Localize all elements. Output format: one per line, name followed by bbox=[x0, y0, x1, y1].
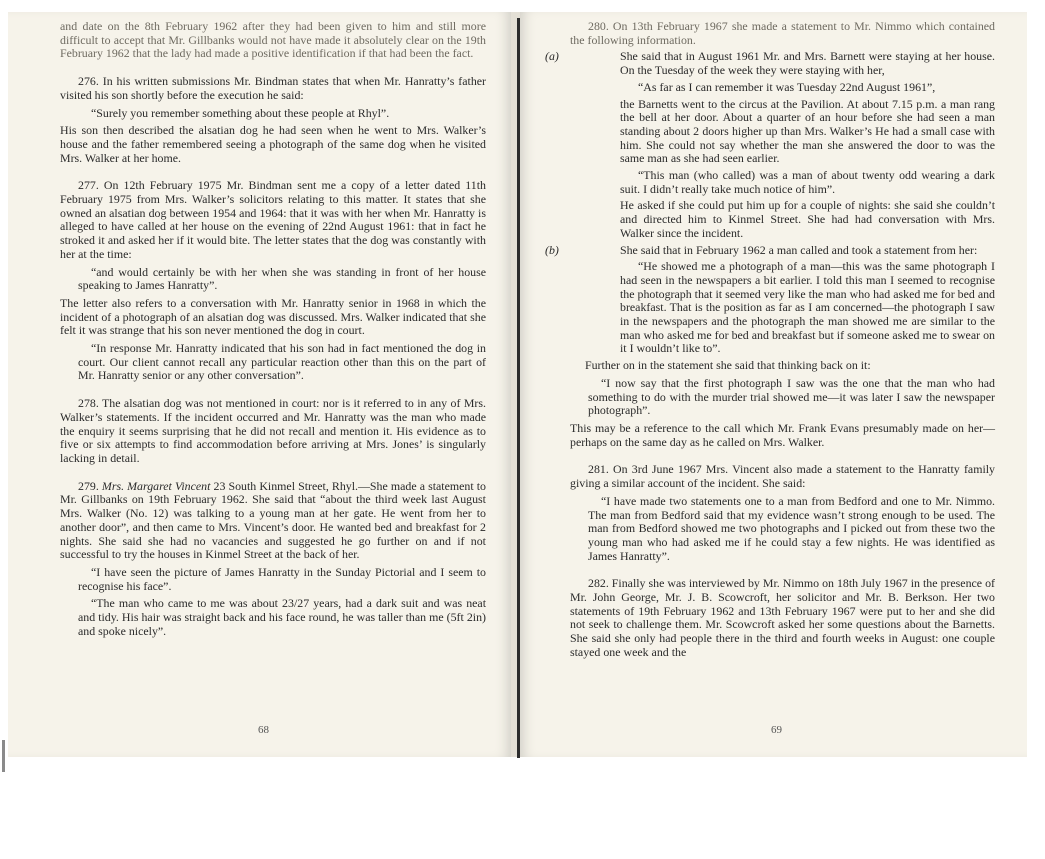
paragraph-277: 277. On 12th February 1975 Mr. Bindman sent me a copy of a letter dated 11th February 1975 from Mrs. Walker’s solicitors relating to this matter. It states that she owned an alsatian dog between 1954 and 1964: that it was with her when Mr. Hanratty is alleged to have called at her house on the evening of 22nd August 1961: that in fact he stroked it and asked her if it would bite. The letter states that the dog was constantly with her at the time: bbox=[60, 178, 486, 261]
page-number: 68 bbox=[258, 724, 269, 736]
paragraph-body: 23 South Kinmel Street, Rhyl.—She made a statement to Mr. Gillbanks on 19th February 1962. She said that “about the third week last August Mrs. Walker (No. 12) was talking to a young man at her gate. He went from her to another door”, and then came to Mrs. Vincent’s door. He wanted bed and breakfast for 2 nights. She said she had no vacancies and suggested he go further on and if not successful to try the houses in Kinmel Street at the back of her. bbox=[60, 478, 486, 562]
spine-shadow bbox=[517, 18, 520, 758]
quotation: “and would certainly be with her when she was standing in front of her house speaking to James Hanratty”. bbox=[78, 264, 486, 293]
paragraph: She said that in February 1962 a man called and took a statement from her: bbox=[620, 242, 978, 257]
paragraph: The letter also refers to a conversation with Mr. Hanratty senior in 1968 in which the incident of a photograph of an alsatian dog was discussed. Mrs. Walker indicated that she felt it was strange that his son never mentioned the dog in court. bbox=[60, 295, 486, 338]
subparagraph-b bbox=[545, 242, 995, 258]
paragraph: She said that in August 1961 Mr. and Mrs. Barnett were staying at her house. On the Tuesday of the week they were staying with her, bbox=[620, 49, 995, 78]
paragraph: He asked if she could put him up for a couple of nights: she said she couldn’t and directed him to Kinmel Street. She had had conversation with Mrs. Walker since the incident. bbox=[620, 198, 995, 240]
right-text-column bbox=[545, 19, 995, 660]
paragraph-281: 281. On 3rd June 1967 Mrs. Vincent also made a statement to the Hanratty family giving a similar account of the incident. She said: bbox=[570, 462, 995, 491]
quotation: “The man who came to me was about 23/27 years, had a dark suit and was neat and tidy. His hair was straight back and his face round, he was taller than me (5ft 2in) and spoke nicely”. bbox=[78, 596, 486, 638]
paragraph: Further on in the statement she said that thinking back on it: bbox=[585, 358, 871, 373]
quotation: “This man (who called) was a man of about twenty odd wearing a dark suit. I didn’t really take much notice of him”. bbox=[620, 168, 995, 196]
paragraph: This may be a reference to the call which Mr. Frank Evans presumably made on her—perhaps on the same day as he called on Mrs. Walker. bbox=[570, 420, 995, 449]
paragraph-282: 282. Finally she was interviewed by Mr. Nimmo on 18th July 1967 in the presence of Mr. John George, Mr. J. B. Scowcroft, her solicitor and Mr. B. Berkson. Her two statements of 19th February 1962 and 13th February 1967 were put to her and she did not seek to challenge them. Mr. Scowcroft asked her some questions about the Barnetts. She said she only had people there in the third and fourth weeks in August: one couple stayed one week and the bbox=[570, 576, 995, 659]
quotation: “In response Mr. Hanratty indicated that his son had in fact mentioned the dog in court. Our client cannot recall any particular reaction other than this on the part of Mr. Hanratty senior or any other conversation”. bbox=[78, 341, 486, 383]
quotation: “I have made two statements one to a man from Bedford and one to Mr. Nimmo. The man from Bedford said that my evidence wasn’t strong enough to be used. The man from Bedford showed me two photographs and I picked out from these two the young man who had asked me if he could stay a few nights. He was identified as James Hanratty”. bbox=[588, 493, 995, 563]
right-page bbox=[520, 12, 1027, 757]
paragraph: the Barnetts went to the circus at the Pavilion. At about 7.15 p.m. a man rang the bell at her door. About a quarter of an hour before she had seen a man standing about 2 doors higher up than Mrs. Walker’s He had a small case with him. She could not say whether the man she answered the door to was the same man as she had seen earlier. bbox=[620, 96, 995, 166]
left-text-column bbox=[60, 20, 486, 642]
paragraph-280: 280. On 13th February 1967 she made a statement to Mr. Nimmo which contained the following information. bbox=[570, 19, 995, 47]
witness-name: Mrs. Margaret Vincent bbox=[101, 478, 211, 493]
paragraph-276: 276. In his written submissions Mr. Bindman states that when Mr. Hanratty’s father visited his son shortly before the execution he said: bbox=[60, 74, 486, 102]
paragraph: and date on the 8th February 1962 after they had been given to him and still more difficult to accept that Mr. Gillbanks would not have made it absolutely clear on the 19th February 1962 that the lady had made a positive identification if that had been the fact. bbox=[60, 19, 486, 61]
quotation: “He showed me a photograph of a man—this was the same photograph I had seen in the newspapers a bit earlier. I told this man I seemed to recognise the photograph that it seemed very like the man who had asked me for bed and breakfast. That is the position as far as I am concerned—the photograph I saw in the newspapers and the photograph the man showed me are similar to the man who asked me for bed and breakfast but if someone asked me to swear on it I wouldn’t like to”. bbox=[620, 259, 995, 356]
quotation: “I now say that the first photograph I saw was the one that the man who had something to do with the murder trial showed me—it was later I saw the newspaper photograph”. bbox=[588, 375, 995, 418]
subparagraph-label: (a) bbox=[545, 49, 559, 64]
paragraph-279 bbox=[60, 480, 486, 562]
subparagraph-a bbox=[545, 49, 995, 78]
scan-edge-mark bbox=[2, 740, 5, 772]
page-number: 69 bbox=[771, 724, 782, 736]
quotation: “As far as I can remember it was Tuesday 22nd August 1961”, bbox=[638, 79, 936, 94]
paragraph-number: 279. bbox=[78, 478, 99, 493]
left-page bbox=[8, 12, 511, 757]
paragraph-278: 278. The alsatian dog was not mentioned in court: nor is it referred to in any of Mrs. Walker’s statements. If the incident occurred and Mr. Hanratty was the man who made the enquiry it seems surprising that he did not recall and mention it. His evidence as to five or six attempts to find accommodation before arriving at Mrs. Jones’ is singularly lacking in detail. bbox=[60, 396, 486, 465]
subparagraph-label: (b) bbox=[545, 242, 559, 257]
quotation: “I have seen the picture of James Hanratty in the Sunday Pictorial and I seem to recognise his face”. bbox=[78, 564, 486, 593]
quotation: “Surely you remember something about these people at Rhyl”. bbox=[91, 105, 390, 120]
paragraph: His son then described the alsatian dog he had seen when he went to Mrs. Walker’s house and the father remembered seeing a photograph of the same dog when he visited Mrs. Walker at her home. bbox=[60, 123, 486, 165]
